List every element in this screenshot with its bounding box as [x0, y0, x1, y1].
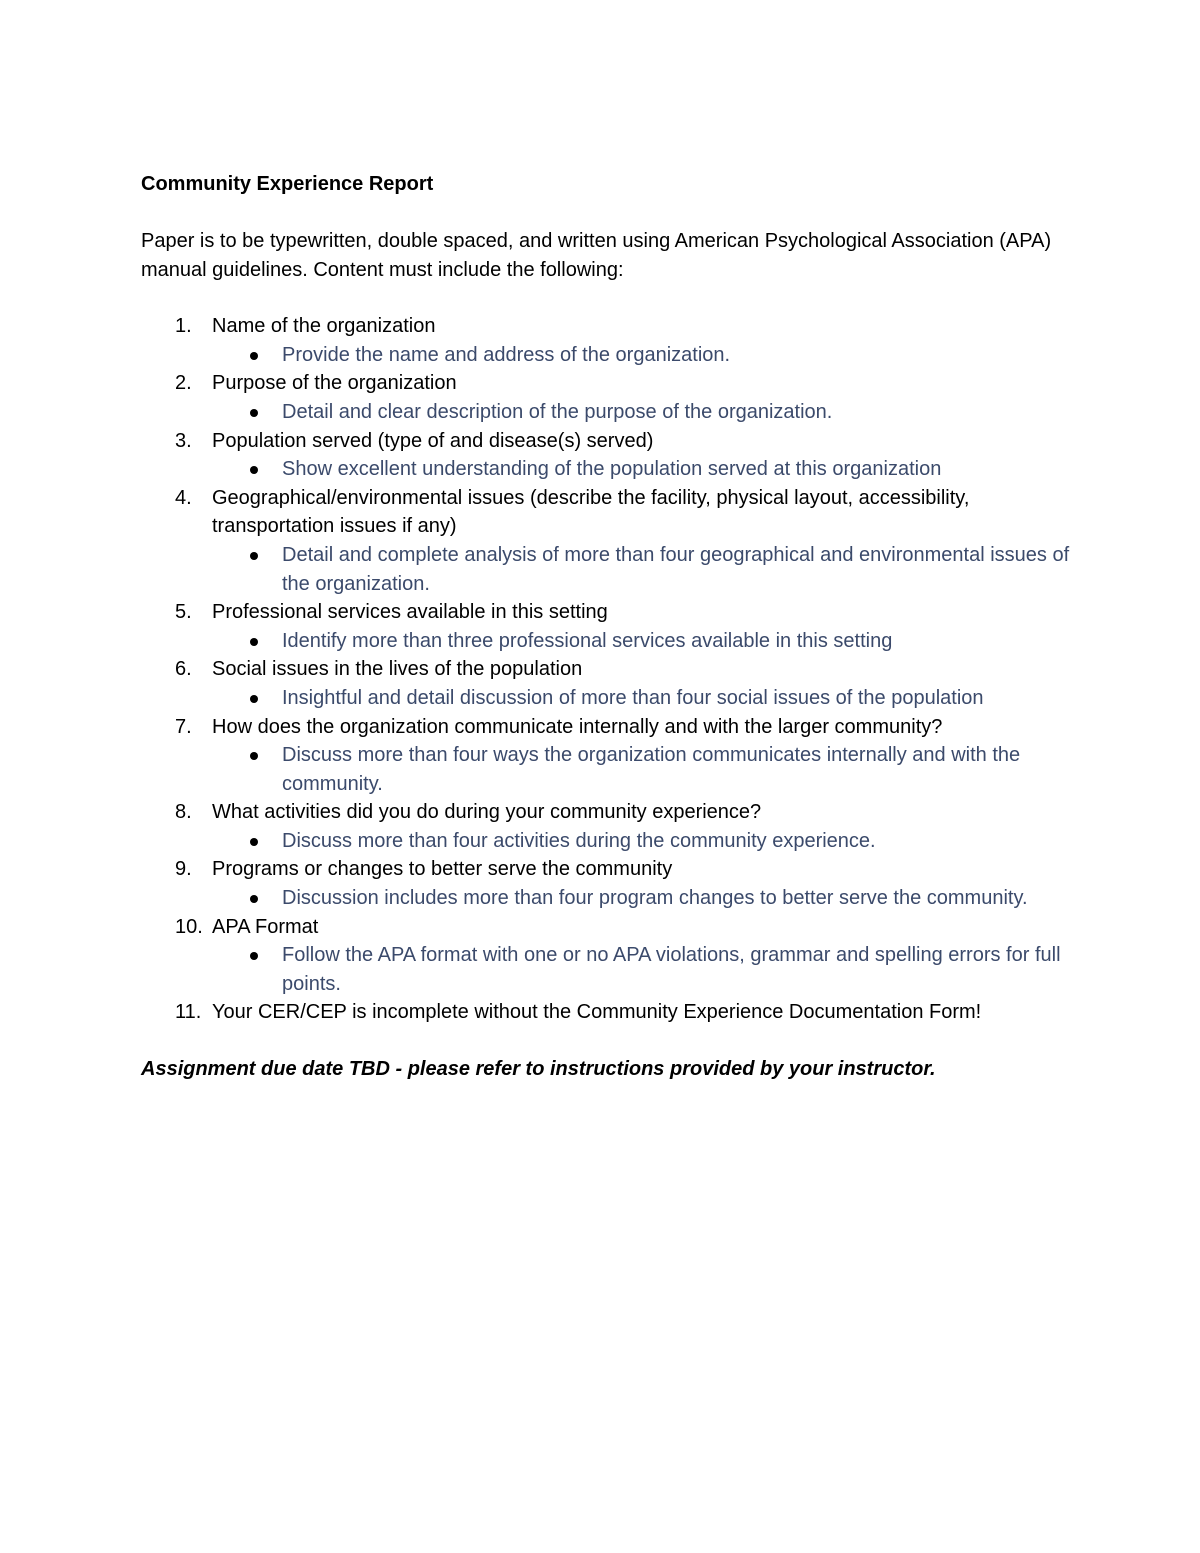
list-item: [141, 598, 1071, 655]
list-item: [141, 855, 1071, 912]
sub-bullet-text: Identify more than three professional services available in this setting: [282, 629, 893, 652]
item-number: 5.: [175, 601, 192, 624]
intro-paragraph: Paper is to be typewritten, double spaced, and written using American Psychological Association (APA) manual guidelines. Content must include the following:: [141, 230, 1052, 281]
item-number: 6.: [175, 658, 192, 681]
list-item: [141, 798, 1071, 855]
sub-bullet-text: Discuss more than four activities during the community experience.: [282, 829, 876, 852]
bullet-icon: [250, 552, 258, 560]
item-text: Professional services available in this setting: [212, 601, 608, 624]
bullet-icon: [250, 638, 258, 646]
sub-bullet-text: Discussion includes more than four program changes to better serve the community.: [282, 887, 1028, 910]
item-text: Your CER/CEP is incomplete without the Community Experience Documentation Form!: [212, 1001, 982, 1024]
list-item: [141, 913, 1071, 999]
sub-bullet: [212, 684, 1071, 713]
bullet-icon: [250, 695, 258, 703]
item-number: 7.: [175, 715, 192, 738]
sub-bullet: [212, 455, 1071, 484]
item-text: What activities did you do during your community experience?: [212, 801, 762, 824]
sub-bullet: [212, 941, 1071, 998]
list-item: [141, 484, 1071, 598]
item-text: Social issues in the lives of the population: [212, 658, 583, 681]
list-item: [141, 427, 1071, 484]
sub-bullet: [212, 398, 1071, 427]
item-number: 1.: [175, 315, 192, 338]
bullet-icon: [250, 466, 258, 474]
sub-bullet-text: Discuss more than four ways the organization communicates internally and with the community.: [282, 744, 1021, 795]
sub-bullet: [212, 741, 1071, 798]
bullet-icon: [250, 352, 258, 360]
item-text: Geographical/environmental issues (describe the facility, physical layout, accessibility, transportation issues if any): [212, 486, 970, 538]
sub-bullet: [212, 884, 1071, 913]
item-text: Name of the organization: [212, 315, 436, 338]
document-title: Community Experience Report: [141, 173, 434, 195]
bullet-icon: [250, 409, 258, 417]
due-date-note: Assignment due date TBD - please refer to instructions provided by your instructor.: [141, 1058, 936, 1081]
sub-bullet-text: Provide the name and address of the organization.: [282, 343, 731, 366]
item-number: 10.: [175, 915, 203, 938]
document-content: [141, 170, 1071, 1104]
item-number: 9.: [175, 858, 192, 881]
requirements-list: [141, 312, 1071, 1027]
sub-bullet-text: Detail and clear description of the purpose of the organization.: [282, 400, 833, 423]
item-text: Programs or changes to better serve the community: [212, 858, 673, 881]
sub-bullet: [212, 827, 1071, 856]
item-text: APA Format: [212, 915, 319, 938]
item-number: 11.: [175, 1001, 202, 1024]
bullet-icon: [250, 838, 258, 846]
sub-bullet-text: Follow the APA format with one or no APA violations, grammar and spelling errors for full points.: [282, 944, 1061, 995]
sub-bullet: [212, 627, 1071, 656]
item-text: Purpose of the organization: [212, 372, 457, 395]
list-item: [141, 312, 1071, 369]
bullet-icon: [250, 752, 258, 760]
sub-bullet-text: Detail and complete analysis of more than four geographical and environmental issues of the organization.: [282, 543, 1070, 595]
item-number: 8.: [175, 801, 192, 824]
item-number: 2.: [175, 372, 192, 395]
list-item: [141, 713, 1071, 799]
list-item: [141, 998, 1071, 1027]
bullet-icon: [250, 895, 258, 903]
item-number: 3.: [175, 429, 192, 452]
item-number: 4.: [175, 486, 192, 509]
sub-bullet-text: Show excellent understanding of the population served at this organization: [282, 458, 942, 481]
sub-bullet-text: Insightful and detail discussion of more than four social issues of the population: [282, 686, 984, 709]
item-text: Population served (type of and disease(s) served): [212, 429, 654, 452]
sub-bullet: [212, 541, 1071, 598]
list-item: [141, 655, 1071, 712]
bullet-icon: [250, 952, 258, 960]
sub-bullet: [212, 341, 1071, 370]
list-item: [141, 369, 1071, 426]
item-text: How does the organization communicate internally and with the larger community?: [212, 715, 943, 738]
